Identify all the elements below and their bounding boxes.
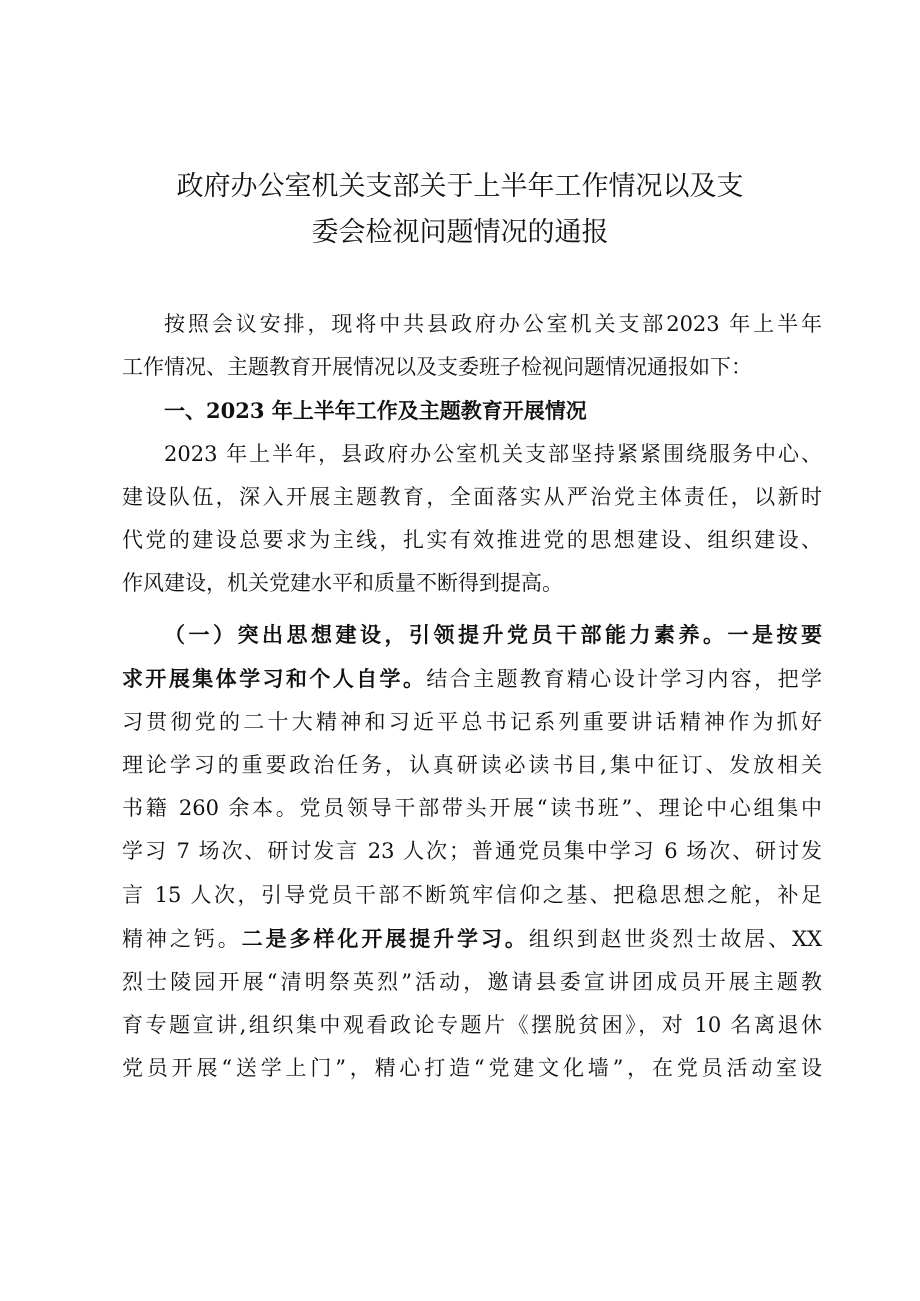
text-line: 习贯彻党的二十大精神和习近平总书记系列重要讲话精神作为抓好 bbox=[122, 709, 822, 734]
text-line: 理论学习的重要政治任务，认真研读必读书目,集中征订、发放相关 bbox=[122, 753, 822, 778]
summary-paragraph bbox=[122, 433, 822, 606]
title-line-1: 政府办公室机关支部关于上半年工作情况以及支 bbox=[176, 171, 744, 202]
text-line: 言 15 人次，引导党员干部不断筑牢信仰之基、把稳思想之舵，补足 bbox=[122, 882, 822, 907]
intro-paragraph bbox=[122, 303, 822, 389]
section-heading: 一、2023 年上半年工作及主题教育开展情况 bbox=[164, 398, 587, 424]
document-body bbox=[122, 303, 822, 1091]
bold-lead: 求开展集体学习和个人自学。 bbox=[122, 665, 427, 691]
document-title bbox=[90, 164, 830, 256]
thought-building-paragraph bbox=[122, 613, 822, 1090]
line-rest: 结合主题教育精心设计学习内容，把学 bbox=[426, 666, 822, 691]
text-line: 学习 7 场次、研讨发言 23 人次；普通党员集中学习 6 场次、研讨发 bbox=[122, 839, 822, 864]
text-line bbox=[122, 917, 822, 961]
line-pre: 精神之钙。 bbox=[122, 926, 242, 951]
text-line: 按照会议安排，现将中共县政府办公室机关支部2023 年上半年 bbox=[164, 312, 822, 336]
bold-lead: 二是多样化开展提升学习。 bbox=[241, 925, 529, 951]
text-line: 烈士陵园开展“清明祭英烈”活动，邀请县委宣讲团成员开展主题教 bbox=[122, 970, 822, 995]
text-line: 育专题宣讲,组织集中观看政论专题片《摆脱贫困》，对 10 名离退休 bbox=[122, 1013, 822, 1038]
text-line bbox=[122, 657, 822, 701]
line-rest: 组织到赵世炎烈士故居、XX bbox=[528, 926, 822, 951]
text-line: （一）突出思想建设，引领提升党员干部能力素养。一是按要 bbox=[164, 622, 822, 648]
text-line: 书籍 260 余本。党员领导干部带头开展“读书班”、理论中心组集中 bbox=[122, 796, 822, 821]
title-line-2: 委会检视问题情况的通报 bbox=[311, 217, 609, 248]
text-line: 建设队伍，深入开展主题教育，全面落实从严治党主体责任，以新时 bbox=[122, 484, 822, 509]
text-line: 工作情况、主题教育开展情况以及支委班子检视问题情况通报如下： bbox=[122, 355, 752, 380]
text-line: 2023 年上半年，县政府办公室机关支部坚持紧紧围绕服务中心、 bbox=[164, 441, 822, 466]
text-line: 党员开展“送学上门”，精心打造“党建文化墙”，在党员活动室设 bbox=[122, 1056, 822, 1081]
text-line: 作风建设，机关党建水平和质量不断得到提高。 bbox=[122, 571, 563, 596]
text-line: 代党的建设总要求为主线，扎实有效推进党的思想建设、组织建设、 bbox=[122, 528, 822, 553]
